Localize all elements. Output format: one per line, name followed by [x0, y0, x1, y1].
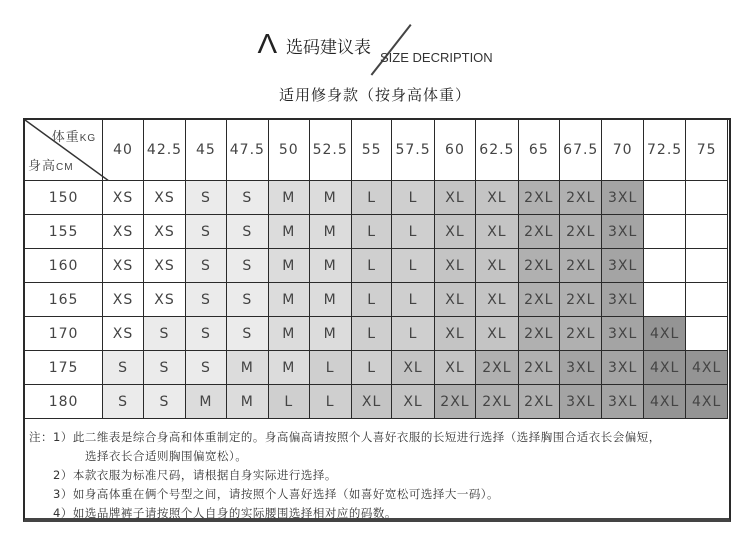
size-cell: XL: [476, 215, 518, 249]
size-cell: 3XL: [602, 181, 644, 215]
size-cell: S: [186, 249, 227, 283]
size-cell: XL: [476, 181, 518, 215]
weight-header-cell: 57.5: [392, 120, 434, 181]
height-cell: 175: [25, 351, 103, 385]
size-cell: M: [268, 283, 309, 317]
height-cell: 180: [25, 385, 103, 419]
size-cell: S: [186, 181, 227, 215]
size-cell: M: [186, 385, 227, 419]
size-cell: 2XL: [518, 215, 560, 249]
title-english: SIZE DECRIPTION: [380, 50, 493, 65]
weight-header-cell: 50: [268, 120, 309, 181]
size-cell: XS: [103, 215, 144, 249]
chart-title-block: [258, 26, 518, 76]
note-4: 4）如选品牌裤子请按照个人自身的实际腰围选择相对应的码数。: [53, 506, 397, 520]
size-cell: S: [226, 249, 268, 283]
weight-header-cell: 60: [434, 120, 476, 181]
height-cell: 155: [25, 215, 103, 249]
size-table: [24, 119, 728, 419]
size-cell: S: [143, 351, 185, 385]
size-cell: [686, 215, 728, 249]
size-cell: 4XL: [643, 385, 685, 419]
size-cell: [643, 181, 685, 215]
size-cell: M: [309, 249, 351, 283]
size-cell: XS: [103, 283, 144, 317]
weight-header-cell: 67.5: [560, 120, 602, 181]
size-cell: L: [309, 385, 351, 419]
size-cell: [643, 249, 685, 283]
table-row: [25, 215, 728, 249]
height-cell: 150: [25, 181, 103, 215]
size-cell: 3XL: [602, 215, 644, 249]
size-cell: S: [186, 215, 227, 249]
table-row: [25, 351, 728, 385]
size-cell: S: [143, 385, 185, 419]
size-cell: XS: [143, 215, 185, 249]
size-cell: 2XL: [560, 283, 602, 317]
size-cell: XL: [476, 249, 518, 283]
size-cell: 2XL: [434, 385, 476, 419]
size-cell: 2XL: [560, 249, 602, 283]
size-cell: M: [268, 181, 309, 215]
size-cell: L: [392, 249, 434, 283]
size-cell: M: [268, 215, 309, 249]
size-cell: S: [103, 351, 144, 385]
weight-header-cell: 55: [351, 120, 392, 181]
size-cell: 2XL: [518, 317, 560, 351]
weight-header-cell: 47.5: [226, 120, 268, 181]
size-cell: M: [268, 249, 309, 283]
size-cell: L: [392, 181, 434, 215]
size-cell: XL: [476, 283, 518, 317]
size-cell: 2XL: [518, 181, 560, 215]
size-cell: XL: [476, 317, 518, 351]
table-row: [25, 181, 728, 215]
weight-header-cell: 42.5: [143, 120, 185, 181]
size-cell: 2XL: [476, 385, 518, 419]
size-cell: S: [143, 317, 185, 351]
title-chinese: 选码建议表: [286, 38, 371, 58]
size-cell: M: [268, 317, 309, 351]
size-cell: L: [351, 249, 392, 283]
height-cell: 160: [25, 249, 103, 283]
table-row: [25, 385, 728, 419]
size-cell: 3XL: [602, 385, 644, 419]
table-row: [25, 249, 728, 283]
height-cell: 170: [25, 317, 103, 351]
size-cell: [686, 249, 728, 283]
size-cell: 2XL: [476, 351, 518, 385]
notes: [25, 422, 729, 523]
size-cell: S: [186, 351, 227, 385]
height-axis-label: 身高CM: [28, 159, 74, 174]
weight-header-cell: 70: [602, 120, 644, 181]
size-cell: L: [351, 351, 392, 385]
size-cell: 3XL: [602, 249, 644, 283]
size-cell: S: [226, 283, 268, 317]
size-cell: L: [268, 385, 309, 419]
size-cell: XS: [143, 283, 185, 317]
note-1-cont: 选择衣长合适则胸围偏宽松）。: [85, 449, 248, 463]
size-cell: L: [392, 215, 434, 249]
size-chart: [23, 118, 731, 522]
size-cell: S: [226, 317, 268, 351]
size-cell: [686, 181, 728, 215]
size-cell: 2XL: [560, 317, 602, 351]
size-cell: 4XL: [686, 351, 728, 385]
size-cell: L: [351, 215, 392, 249]
size-cell: 2XL: [518, 385, 560, 419]
size-cell: L: [351, 283, 392, 317]
size-cell: S: [226, 181, 268, 215]
weight-header-cell: 72.5: [643, 120, 685, 181]
size-cell: XL: [434, 317, 476, 351]
size-cell: L: [392, 317, 434, 351]
size-cell: XL: [392, 351, 434, 385]
height-cell: 165: [25, 283, 103, 317]
size-cell: [686, 317, 728, 351]
weight-header-cell: 65: [518, 120, 560, 181]
size-cell: 2XL: [518, 283, 560, 317]
size-cell: S: [186, 317, 227, 351]
size-cell: XS: [103, 317, 144, 351]
size-cell: L: [309, 351, 351, 385]
size-cell: XL: [434, 351, 476, 385]
size-cell: XS: [103, 249, 144, 283]
size-cell: L: [351, 181, 392, 215]
weight-header-cell: 75: [686, 120, 728, 181]
size-cell: 4XL: [643, 351, 685, 385]
note-3: 3）如身高体重在俩个号型之间，请按照个人喜好选择（如喜好宽松可选择大一码）。: [53, 487, 500, 501]
size-cell: 2XL: [518, 351, 560, 385]
size-cell: M: [309, 283, 351, 317]
size-cell: M: [309, 181, 351, 215]
size-cell: L: [392, 283, 434, 317]
weight-header-cell: 45: [186, 120, 227, 181]
table-row: [25, 317, 728, 351]
subtitle: 适用修身款（按身高体重）: [278, 86, 471, 104]
size-cell: 2XL: [560, 215, 602, 249]
size-cell: M: [268, 351, 309, 385]
size-cell: 3XL: [602, 283, 644, 317]
corner-cell: [25, 120, 103, 181]
size-cell: [686, 283, 728, 317]
weight-axis-label: 体重KG: [51, 130, 97, 145]
size-cell: M: [226, 351, 268, 385]
size-cell: XL: [434, 215, 476, 249]
size-cell: XS: [143, 181, 185, 215]
size-cell: [643, 283, 685, 317]
size-cell: 2XL: [518, 249, 560, 283]
size-cell: L: [351, 317, 392, 351]
size-cell: XL: [351, 385, 392, 419]
size-cell: 4XL: [686, 385, 728, 419]
size-cell: XL: [392, 385, 434, 419]
size-cell: M: [226, 385, 268, 419]
size-cell: M: [309, 215, 351, 249]
weight-header-cell: 62.5: [476, 120, 518, 181]
size-cell: 4XL: [643, 317, 685, 351]
size-cell: 3XL: [602, 317, 644, 351]
size-cell: S: [103, 385, 144, 419]
note-1: 注：1）此二维表是综合身高和体重制定的。身高偏高请按照个人喜好衣服的长短进行选择（选择胸围合适衣长会偏短，: [29, 430, 661, 444]
size-cell: M: [309, 317, 351, 351]
weight-header-cell: 40: [103, 120, 144, 181]
size-cell: 2XL: [560, 181, 602, 215]
size-cell: [643, 215, 685, 249]
size-cell: S: [186, 283, 227, 317]
note-2: 2）本款衣服为标准尺码，请根据自身实际进行选择。: [53, 468, 337, 482]
size-cell: XL: [434, 283, 476, 317]
caret-icon: Λ: [257, 28, 278, 59]
weight-header-cell: 52.5: [309, 120, 351, 181]
size-cell: XL: [434, 249, 476, 283]
size-cell: XS: [103, 181, 144, 215]
weight-header-row: [25, 120, 728, 181]
size-cell: XL: [434, 181, 476, 215]
table-row: [25, 283, 728, 317]
size-cell: S: [226, 215, 268, 249]
size-cell: 3XL: [602, 351, 644, 385]
size-cell: 3XL: [560, 385, 602, 419]
size-cell: XS: [143, 249, 185, 283]
size-cell: 3XL: [560, 351, 602, 385]
